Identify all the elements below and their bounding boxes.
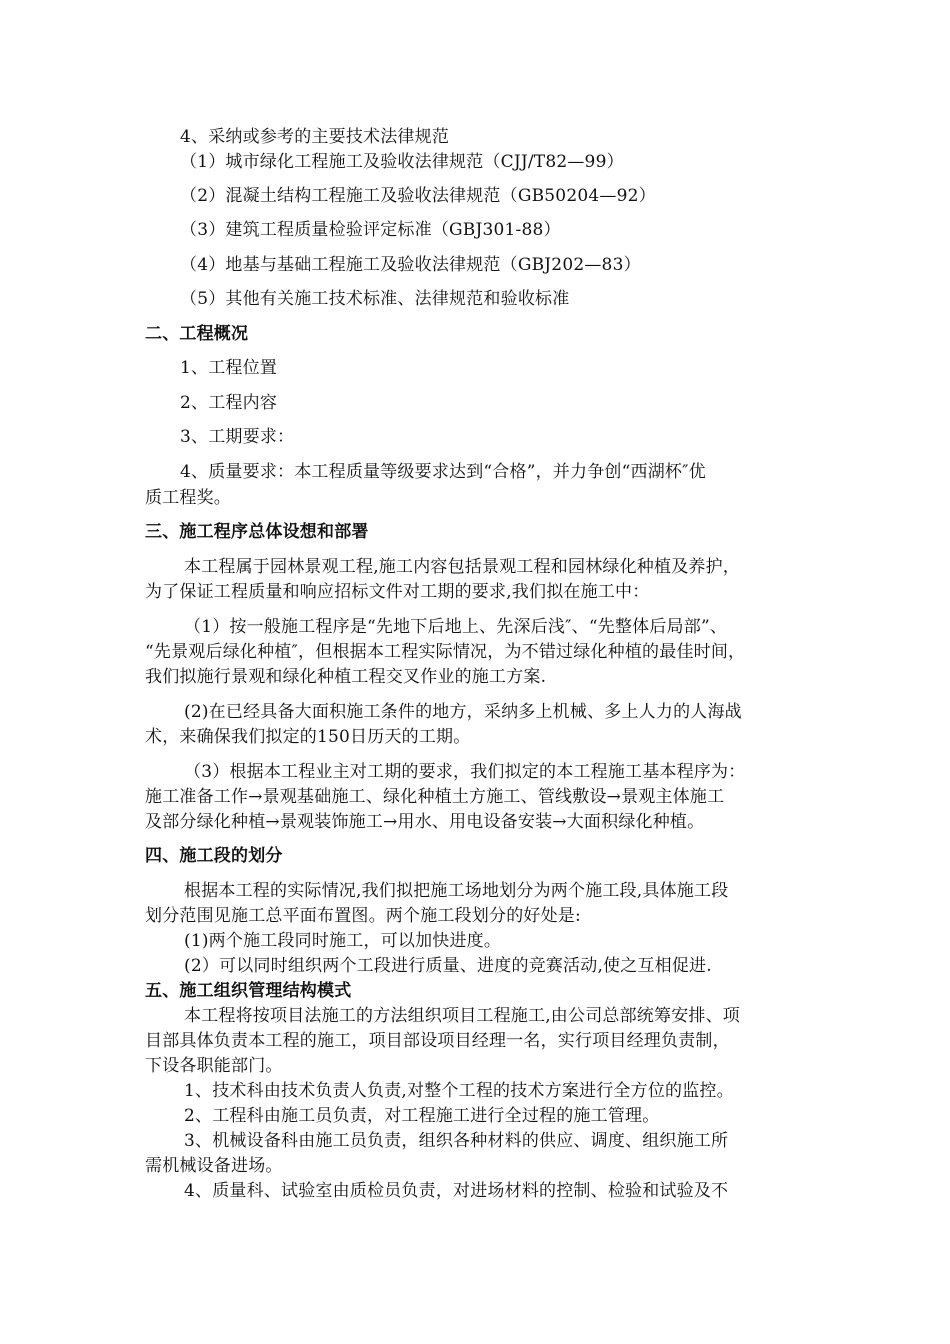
text-line-1: 4、采纳或参考的主要技术法律规范 [180, 127, 450, 147]
text-line-27: (1)两个施工段同时施工，可以加快进度。 [184, 931, 502, 951]
text-line-22: 施工准备工作→景观基础施工、绿化种植土方施工、管线敷设→景观主体施工 [145, 787, 725, 807]
text-line-17: “先景观后绿化种植″，但根据本工程实际情况，为不错过绿化种植的最佳时间， [145, 642, 746, 662]
text-line-5: （4）地基与基础工程施工及验收法律规范（GBJ202—83） [180, 255, 641, 275]
text-line-32: 下设各职能部门。 [145, 1056, 283, 1076]
text-line-14: 本工程属于园林景观工程,施工内容包括景观工程和园林绿化种植及养护， [184, 557, 741, 577]
text-line-20: 术，来确保我们拟定的150日历天的工期。 [145, 727, 471, 747]
text-line-26: 划分范围见施工总平面布置图。两个施工段划分的好处是: [145, 906, 581, 926]
text-line-35: 3、机械设备科由施工员负责，组织各种材料的供应、调度、组织施工所 [184, 1131, 729, 1151]
text-line-6: （5）其他有关施工技术标准、法律规范和验收标准 [180, 289, 570, 309]
text-line-31: 目部具体负责本工程的施工，项目部设项目经理一名，实行项目经理负责制， [145, 1031, 730, 1051]
text-line-23: 及部分绿化种植→景观装饰施工→用水、用电设备安装→大面积绿化种植。 [145, 812, 705, 832]
text-line-28: (2）可以同时组织两个工段进行质量、进度的竞赛活动,使之互相促进. [184, 956, 712, 976]
text-line-21: （3）根据本工程业主对工期的要求，我们拟定的本工程施工基本程序为： [184, 762, 746, 782]
text-line-15: 为了保证工程质量和响应招标文件对工期的要求,我们拟在施工中： [145, 582, 650, 602]
text-line-10: 3、工期要求： [180, 427, 295, 447]
text-line-12: 质工程奖。 [145, 488, 231, 508]
text-line-16: （1）按一般施工程序是“先地下后地上、先深后浅″、“先整体后局部”、 [184, 617, 728, 637]
text-line-9: 2、工程内容 [180, 393, 278, 413]
text-line-4: （3）建筑工程质量检验评定标准（GBJ301-88） [180, 220, 561, 240]
text-line-19: (2)在已经具备大面积施工条件的地方，采纳多上机械、多上人力的人海战 [184, 702, 742, 722]
text-line-3: （2）混凝土结构工程施工及验收法律规范（GB50204—92） [180, 186, 656, 206]
text-line-37: 4、质量科、试验室由质检员负责，对进场材料的控制、检验和试验及不 [184, 1181, 729, 1201]
text-line-2: （1）城市绿化工程施工及验收法律规范（CJJ/T82—99） [180, 152, 624, 172]
section-heading-5: 五、施工组织管理结构模式 [145, 981, 352, 1001]
section-heading-2: 二、工程概况 [145, 324, 249, 344]
text-line-36: 需机械设备进场。 [145, 1156, 283, 1176]
section-heading-4: 四、施工段的划分 [145, 846, 283, 866]
text-line-34: 2、工程科由施工员负责，对工程施工进行全过程的施工管理。 [184, 1106, 660, 1126]
text-line-30: 本工程将按项目法施工的方法组织项目工程施工,由公司总部统筹安排、项 [184, 1006, 741, 1026]
text-line-25: 根据本工程的实际情况,我们拟把施工场地划分为两个施工段,具体施工段 [184, 881, 729, 901]
text-line-18: 我们拟施行景观和绿化种植工程交叉作业的施工方案. [145, 667, 547, 687]
section-heading-3: 三、施工程序总体设想和部署 [145, 522, 369, 542]
text-line-11: 4、质量要求：本工程质量等级要求达到“合格”，并力争创“西湖杯″优 [180, 462, 706, 482]
text-line-33: 1、技术科由技术负责人负责,对整个工程的技术方案进行全方位的监控。 [184, 1081, 734, 1101]
text-line-8: 1、工程位置 [180, 358, 278, 378]
